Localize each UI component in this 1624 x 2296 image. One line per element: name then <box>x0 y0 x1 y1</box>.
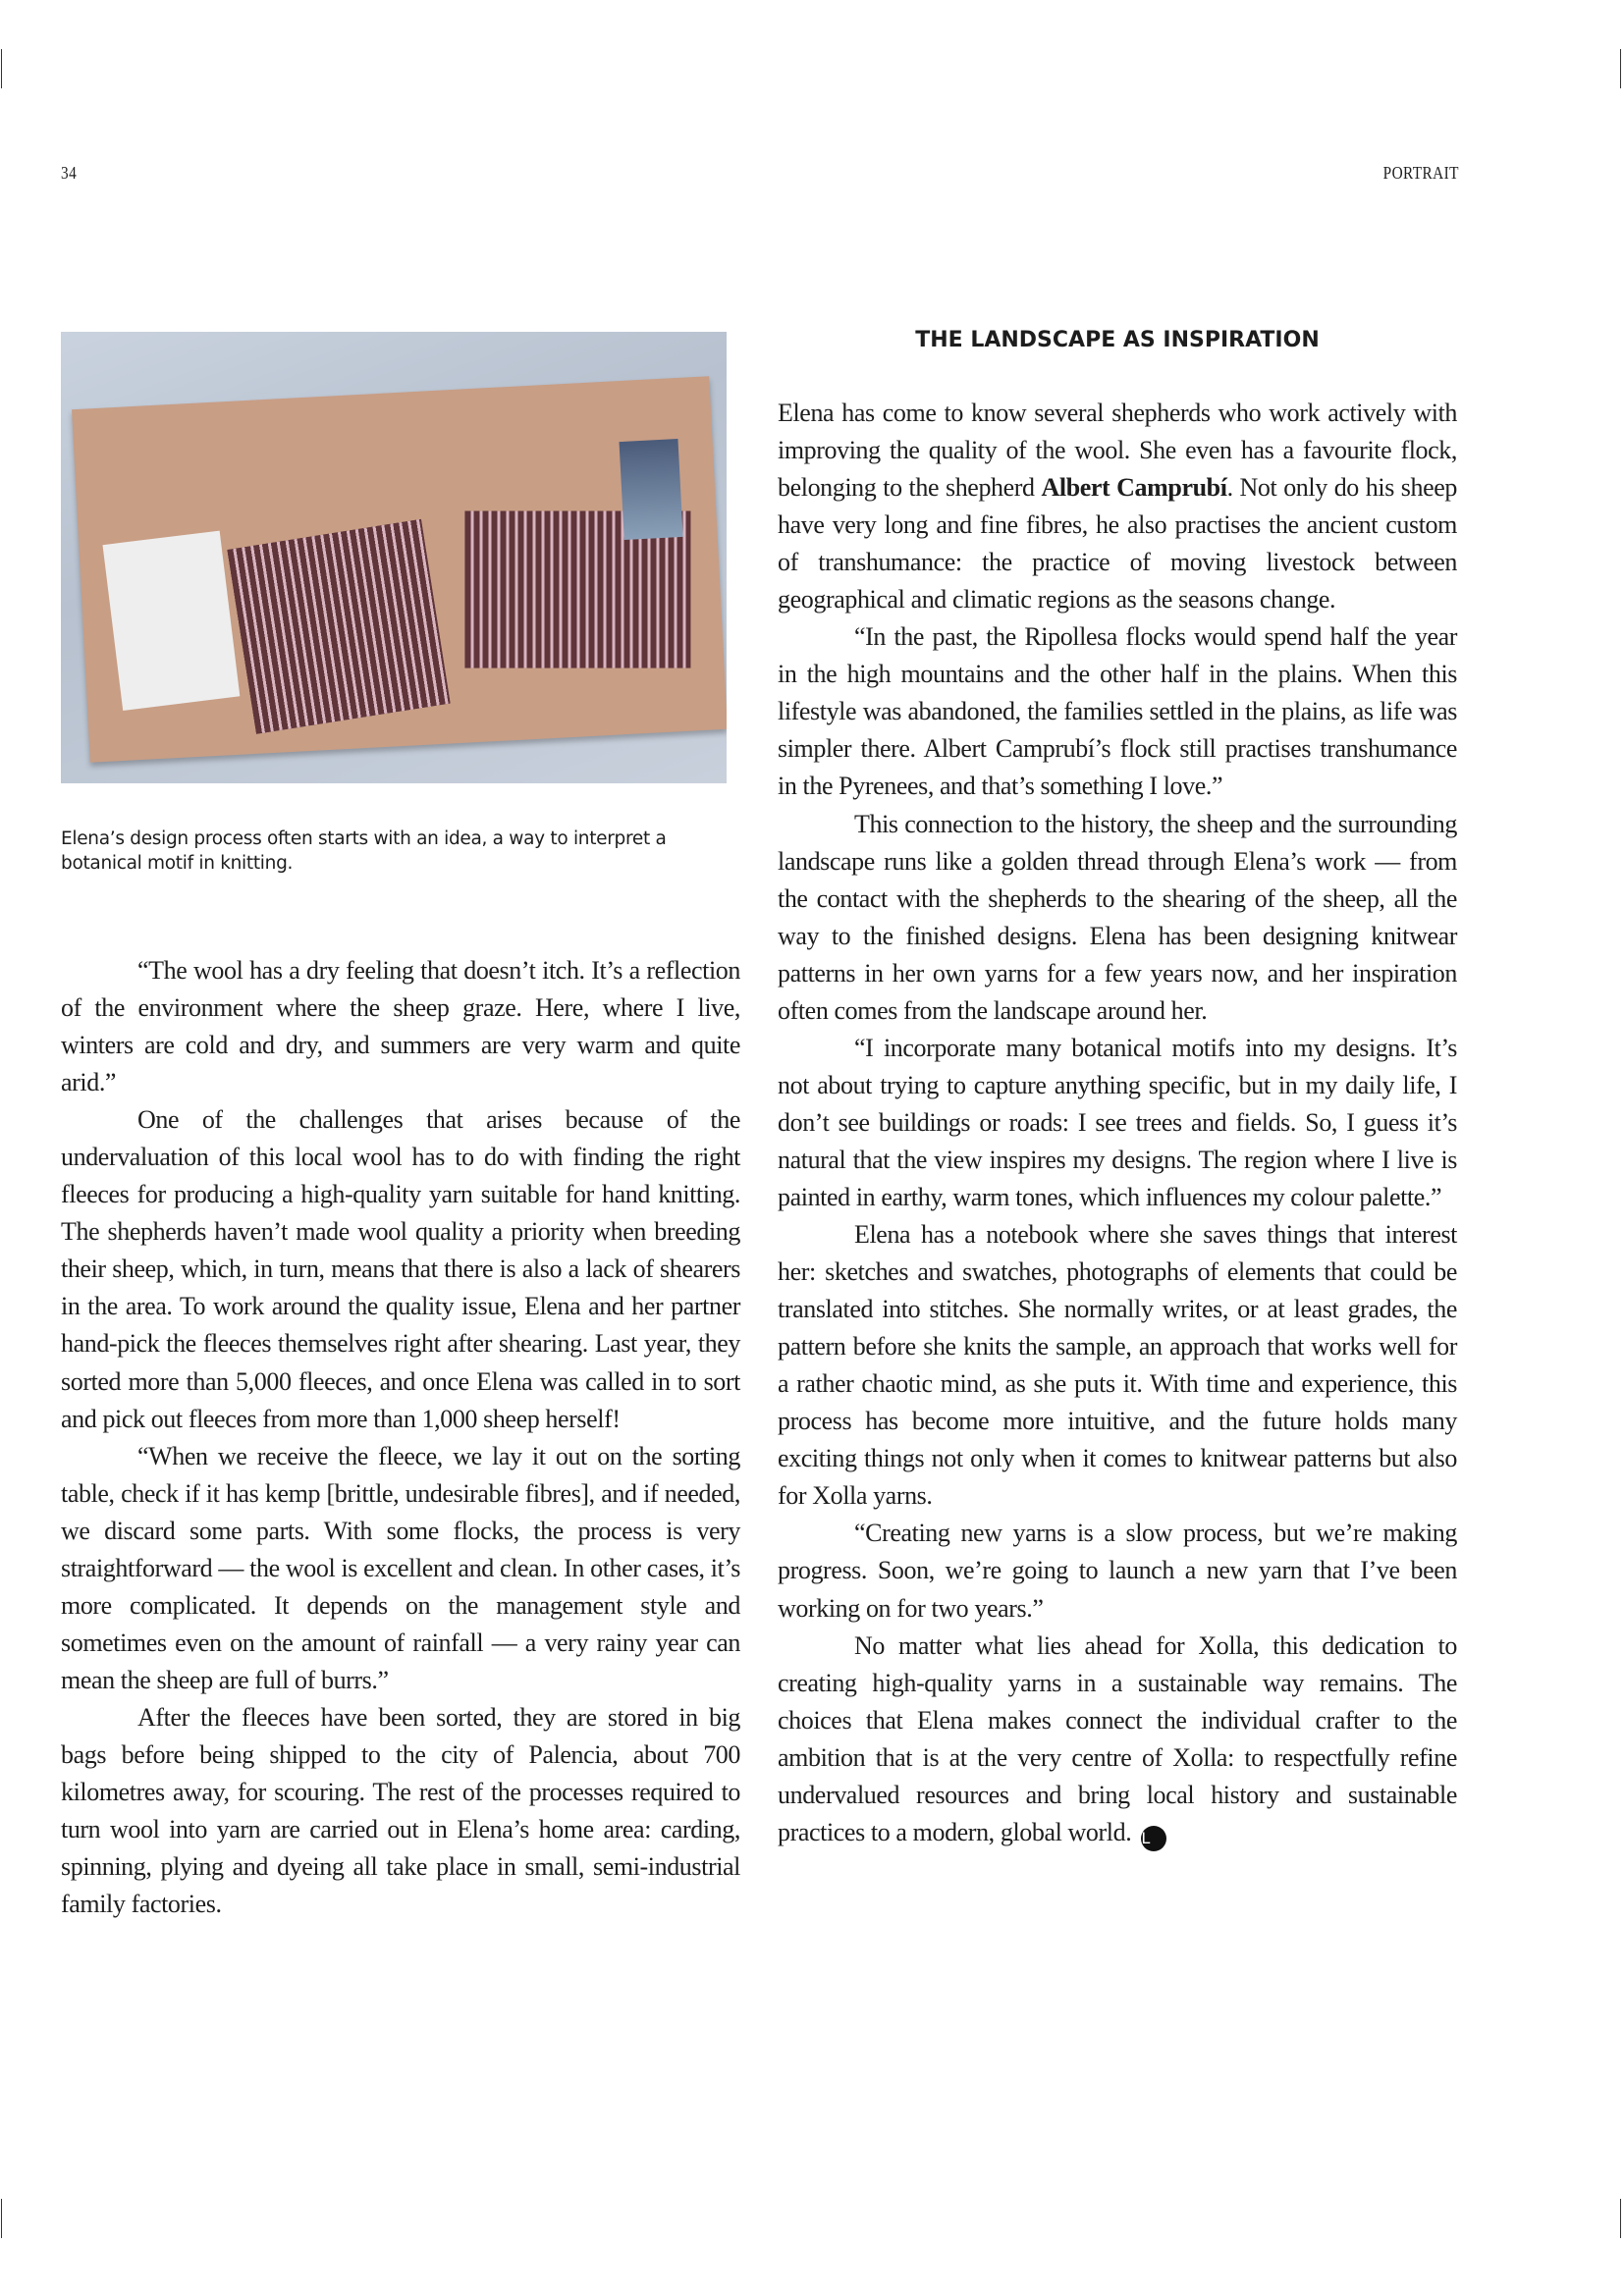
paragraph: After the fleeces have been sorted, they are stored in big bags before being shipped to the city of Palencia, about 700 kilometres away, for scouring. The rest of the processes required to turn wool into yarn are carried out in Elena’s home area: carding, spinning, plying and dyeing all take place in small, semi-industrial family factories. <box>61 1702 740 1919</box>
text: No matter what lies ahead for Xolla, this dedication to creating high-quality yarns in a sustainable way remains. The choices that Elena makes connect the individual crafter to the ambition that is at the very centre of Xolla: to respectfully refine undervalued resources and bring local history and sustainable practices to a modern, global world. <box>778 1630 1457 1846</box>
paragraph: “When we receive the fleece, we lay it out on the sorting table, check if it has kemp [brittle, undesirable fibres], and if needed, we discard some parts. With some flocks, the process is very straightforward — the wool is excellent and clean. In other cases, it’s more complicated. It depends on the management style and sometimes even on the amount of rainfall — a very rainy year can mean the sheep are full of burrs.” <box>61 1441 740 1694</box>
photo-card <box>620 439 683 540</box>
paragraph <box>778 395 1457 618</box>
text: . Not only do his sheep have very long and fine fibres, he also practises the ancient custom of transhumance: the practice of moving livestock between geographical and climatic regions as the seasons change. <box>778 473 1457 614</box>
left-column <box>61 952 740 1923</box>
page-number: 34 <box>61 163 78 183</box>
paragraph: Elena has a notebook where she saves things that interest her: sketches and swatches, photographs of elements that could be translated into stitches. She normally writes, or at least grades, the pattern before she knits the sample, an approach that works well for a rather chaotic mind, as she puts it. With time and experience, this process has become more intuitive, and the future holds many exciting things not only when it comes to knitwear patterns but also for Xolla yarns. <box>778 1220 1457 1511</box>
paragraph: “Creating new yarns is a slow process, but we’re making progress. Soon, we’re going to launch a new yarn that I’ve been working on for two years.” <box>778 1519 1457 1623</box>
text: Elena has come to know several shepherds who work actively with improving the quality of the wool. She even has a favourite flock, belonging to the shepherd <box>778 399 1457 503</box>
right-column <box>778 395 1457 1851</box>
paragraph: “The wool has a dry feeling that doesn’t itch. It’s a reflection of the environment where the sheep graze. Here, where I live, winters are cold and dry, and summers are very warm and quite arid.” <box>61 956 740 1097</box>
crop-mark-right-top <box>1620 49 1621 88</box>
sketch-sheet <box>103 531 241 711</box>
paragraph: “In the past, the Ripollesa flocks would spend half the year in the high mountains and the other half in the plains. When this lifestyle was abandoned, the families settled in the plains, as life was simpler there. Albert Camprubí’s flock still practises transhumance in the Pyrenees, and that’s something I love.” <box>778 622 1457 801</box>
paragraph <box>778 1628 1457 1851</box>
paragraph: “I incorporate many botanical motifs into my designs. It’s not about trying to capture anything specific, but in my daily life, I don’t see buildings or roads: I see trees and fields. So, I guess it’s natural that the view inspires my designs. The region where I live is painted in earthy, warm tones, which influences my colour palette.” <box>778 1033 1457 1211</box>
figure-caption: Elena’s design process often starts with an idea, a way to interpret a botanical motif in knitting. <box>61 828 667 874</box>
paragraph: This connection to the history, the sheep and the surrounding landscape runs like a golden thread through Elena’s work — from the contact with the shepherds to the shearing of the sheep, all the way to the finished designs. Elena has been designing knitwear patterns in her own yarns for a few years now, and her inspiration often comes from the landscape around her. <box>778 809 1457 1025</box>
knit-swatch <box>227 519 450 734</box>
crop-mark-left-top <box>1 49 2 88</box>
crop-mark-right-bottom <box>1620 2199 1621 2238</box>
end-mark-icon: L <box>1141 1826 1166 1851</box>
paragraph: One of the challenges that arises because of the undervaluation of this local wool has to do with finding the right fleeces for producing a high-quality yarn suitable for hand knitting. The shepherds haven’t made wool quality a priority when breeding their sheep, which, in turn, means that there is also a lack of shearers in the area. To work around the quality issue, Elena and her partner hand-pick the fleeces themselves right after shearing. Last year, they sorted more than 5,000 fleeces, and once Elena was called in to sort and pick out fleeces from more than 1,000 sheep herself! <box>61 1105 740 1433</box>
section-label: PORTRAIT <box>1382 163 1459 183</box>
notebook <box>72 376 727 763</box>
notebook-photo <box>61 332 727 783</box>
shepherd-name: Albert Camprubí <box>1041 473 1227 503</box>
section-heading: THE LANDSCAPE AS INSPIRATION <box>915 328 1320 352</box>
crop-mark-left-bottom <box>1 2199 2 2238</box>
